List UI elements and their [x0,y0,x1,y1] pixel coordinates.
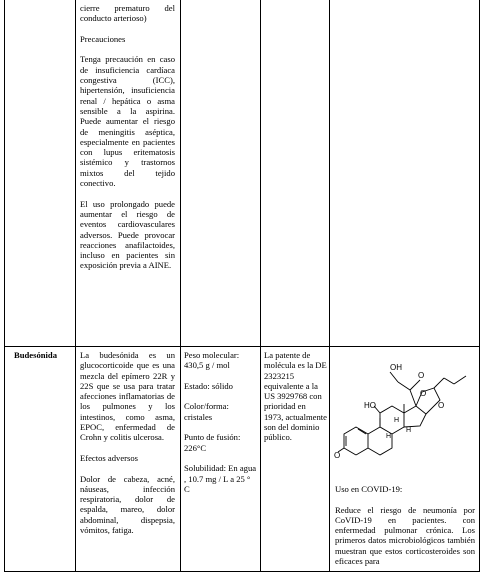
covid-text: Reduce el riesgo de neumonía por CoVID-19 en pacientes. con enfermedad pulmonar crónica. Los primeros datos microbiológicos también muestran que estos corticosteroides son eficaces para [335,504,475,567]
covid-cell [335,484,475,566]
column-divider-4 [329,0,330,572]
column-divider-2 [180,0,181,572]
budesonide-structure [334,348,478,478]
description-cell [80,350,175,535]
physical-state: Estado: sólido [184,380,233,391]
properties-cell [184,350,257,494]
precautions-cell [80,3,175,271]
label-oh1: OH [390,363,402,372]
label-o3: O [438,401,445,410]
color-form: Color/forma: cristales [184,401,229,422]
adverse-effects-heading: Efectos adversos [80,452,138,463]
covid-heading: Uso en COVID-19: [335,484,403,494]
table-border-left [4,0,5,572]
row-divider [4,346,480,347]
drug-name: Budesónida [14,350,57,360]
label-h1: H [394,417,400,424]
label-o4: O [334,451,341,460]
table-border-right [479,0,480,572]
precautions-text: Tenga precaución en caso de insuficiencia cardíaca congestiva (ICC), hipertensión, insuficiencia renal / hepática o asma sensible a la aspirina. Puede aumentar el riesgo de meningitis aséptica, especialmente en pacientes con lupus eritematosis sistémico y trastornos mixtos del tejido conectivo. [80,54,175,189]
column-divider-3 [260,0,261,572]
precautions-heading: Precauciones [80,33,126,44]
description-text: La budesónida es un glucocorticoide que es una mezcla del epímero 22R y 22S que se usa para tratar afecciones inflamatorias de los pulmones y los intestinos, como asma, EPOC, enfermedad de Crohn y colitis ulcerosa. [80,350,175,443]
patent-cell [264,350,327,443]
label-h2: H [386,433,392,440]
patent-text: La patente de molécula es la DE 2323215 equivalente a la US 3929768 con prioridad en 1973, actualmente son del dominio público. [264,350,327,443]
melting-point: Punto de fusión: 226°C [184,432,241,453]
solubility: Solubilidad: En agua , 10.7 mg / L a 25 ° C [184,463,257,494]
table-border-bottom [4,571,480,572]
data-table [4,0,480,572]
molecular-weight: Peso molecular: 430,5 g / mol [184,350,240,371]
label-o2: O [420,389,427,398]
label-ho: HO [364,401,376,410]
adverse-effects-text: Dolor de cabeza, acné, náuseas, infección respiratoria, dolor de espalda, mareo, dolor abdominal, dispepsia, vómitos, fatiga. [80,473,175,536]
column-divider-1 [75,0,76,572]
label-h3: H [406,427,412,434]
long-term-use-text: El uso prolongado puede aumentar el riesgo de eventos cardiovasculares adversos. Puede provocar reacciones anafilactoides, incluso en pacientes sin exposición previa a AINE. [80,198,175,271]
label-o1: O [418,371,425,380]
continuation-text: cierre prematuro del conducto arterioso) [80,3,175,24]
